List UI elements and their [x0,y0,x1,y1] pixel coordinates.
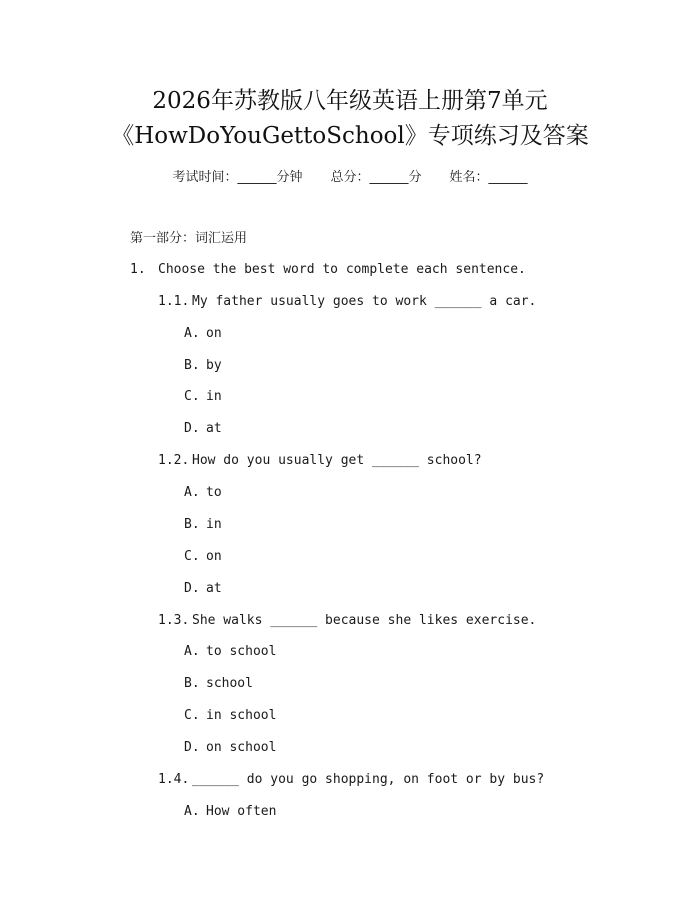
option-letter: A. [184,644,200,659]
option-letter: B. [184,358,200,373]
option-1-1-b [184,357,222,375]
option-text: in [206,389,222,404]
option-letter: A. [184,804,200,819]
option-letter: D. [184,740,200,755]
option-1-3-d [184,739,276,757]
option-letter: D. [184,581,200,596]
option-1-3-b [184,675,253,693]
option-letter: C. [184,708,200,723]
time-blank: ______ [237,170,277,185]
section-title: 第一部分：词汇运用 [130,231,248,246]
score-label: 总分： [330,170,370,185]
subquestion-number: 1.3. [158,613,190,628]
option-text: in school [206,708,277,723]
option-text: on [206,549,222,564]
score-unit: 分 [408,170,422,185]
option-1-1-c [184,388,222,406]
time-label: 考试时间： [172,170,238,185]
score-blank: ______ [369,170,409,185]
option-letter: A. [184,326,200,341]
option-letter: B. [184,676,200,691]
option-1-2-d [184,580,222,598]
option-letter: C. [184,389,200,404]
subquestion-number: 1.4. [158,772,190,787]
name-blank: ______ [488,170,528,185]
option-1-2-c [184,548,222,566]
document-title-line1: 2026年苏教版八年级英语上册第7单元 [152,88,548,114]
option-1-3-c [184,707,276,725]
subquestion-1-1 [158,293,536,311]
option-1-2-b [184,516,222,534]
subquestion-text: She walks ______ because she likes exercise. [192,613,537,628]
option-1-3-a [184,643,276,661]
subquestion-1-4 [158,771,544,789]
exam-info-row [0,169,700,187]
option-text: to school [206,644,277,659]
subquestion-text: How do you usually get ______ school? [192,453,482,468]
option-text: at [206,581,222,596]
subquestion-number: 1.1. [158,294,190,309]
question-1 [130,261,526,279]
option-1-1-a [184,325,222,343]
question-number: 1. [130,262,146,277]
option-letter: C. [184,549,200,564]
name-label: 姓名： [449,170,489,185]
option-letter: B. [184,517,200,532]
option-1-2-a [184,484,222,502]
option-text: at [206,421,222,436]
option-1-4-a [184,803,276,821]
option-text: by [206,358,222,373]
option-letter: D. [184,421,200,436]
subquestion-1-2 [158,452,482,470]
option-text: on school [206,740,277,755]
option-text: to [206,485,222,500]
subquestion-text: ______ do you go shopping, on foot or by bus? [192,772,545,787]
option-text: How often [206,804,277,819]
option-text: in [206,517,222,532]
document-title-line2: 《HowDoYouGettoSchool》专项练习及答案 [111,123,589,149]
option-letter: A. [184,485,200,500]
option-text: on [206,326,222,341]
subquestion-number: 1.2. [158,453,190,468]
subquestion-text: My father usually goes to work ______ a car. [192,294,537,309]
option-1-1-d [184,420,222,438]
question-text: Choose the best word to complete each sentence. [158,262,526,277]
time-unit: 分钟 [276,170,303,185]
option-text: school [206,676,253,691]
subquestion-1-3 [158,612,536,630]
